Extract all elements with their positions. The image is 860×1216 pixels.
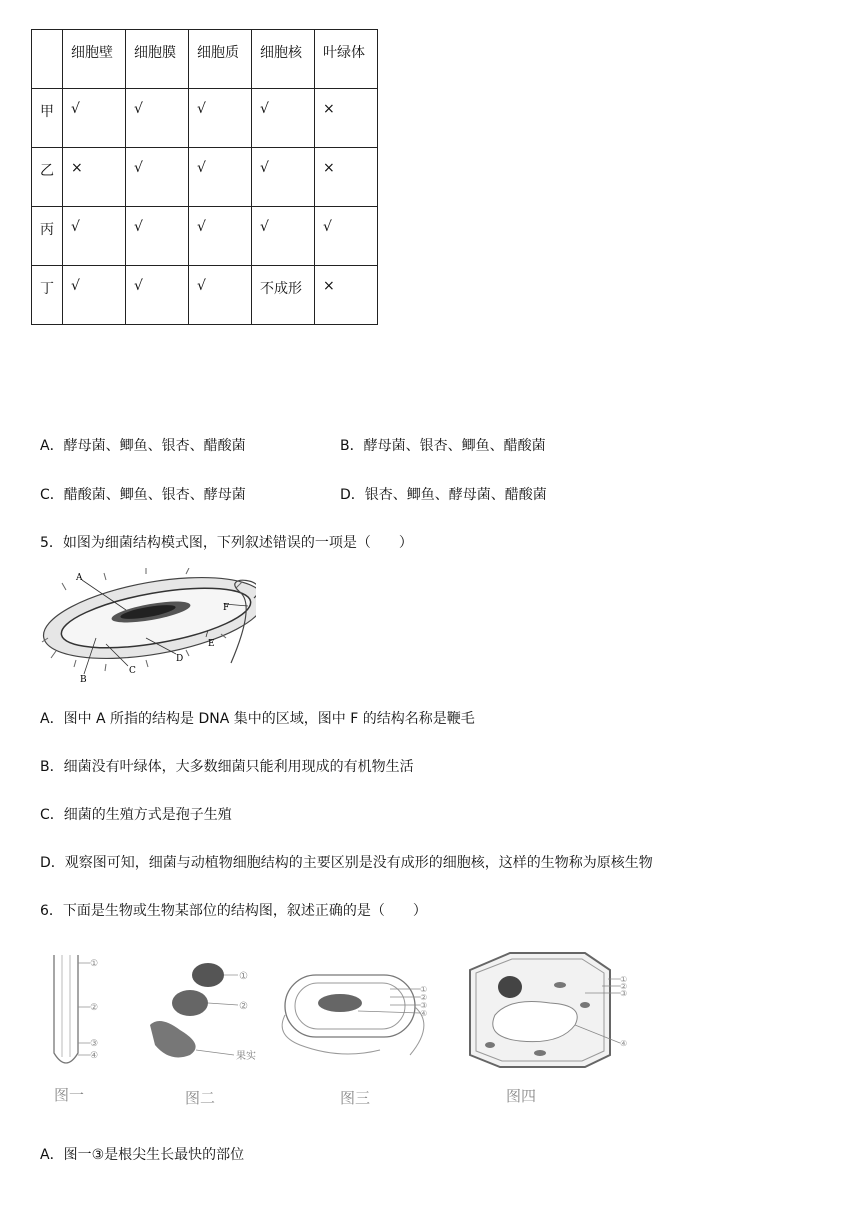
fig4-label-1: ①	[620, 975, 628, 984]
row-label: 乙	[32, 148, 63, 207]
fig1-label-4: ④	[90, 1051, 99, 1061]
q5-option-b: B．细菌没有叶绿体，大多数细菌只能利用现成的有机物生活	[40, 759, 414, 775]
caption-figure-three: 图三	[340, 1089, 371, 1107]
cell-structure-table	[31, 29, 378, 325]
caption-figure-two: 图二	[185, 1089, 216, 1107]
q6-stem: 6．下面是生物或生物某部位的结构图，叙述正确的是（ ）	[40, 903, 427, 919]
table-cell: √	[189, 207, 252, 266]
q4-option-a: A．酵母菌、鲫鱼、银杏、醋酸菌	[40, 438, 246, 454]
table-cell: √	[189, 266, 252, 325]
fig5-label-f: F	[223, 603, 230, 613]
caption-figure-four: 图四	[506, 1087, 537, 1105]
fig5-label-b: B	[80, 675, 87, 685]
figure-three-bacterium	[282, 975, 427, 1055]
table-cell: √	[126, 148, 189, 207]
fig4-label-2: ②	[620, 982, 628, 991]
table-row	[32, 148, 378, 207]
q5-option-d: D．观察图可知，细菌与动植物细胞结构的主要区别是没有成形的细胞核，这样的生物称为原核生物	[40, 855, 653, 871]
table-cell: √	[126, 89, 189, 148]
fig3-label-3: ③	[420, 1001, 428, 1010]
bacterium-figure	[36, 568, 256, 686]
table-cell: √	[63, 266, 126, 325]
table-corner-cell	[32, 30, 63, 89]
q5-stem: 5．如图为细菌结构模式图，下列叙述错误的一项是（ ）	[40, 535, 413, 551]
table-row	[32, 89, 378, 148]
figure-four-plant-cell	[470, 953, 627, 1067]
table-cell: ×	[315, 148, 378, 207]
table-cell: √	[189, 148, 252, 207]
figure-two-seeds	[150, 963, 256, 1062]
fig4-label-3: ③	[620, 989, 628, 998]
q6-figures	[40, 945, 630, 1115]
fig1-label-3: ③	[90, 1039, 99, 1049]
q4-option-b: B．酵母菌、银杏、鲫鱼、醋酸菌	[340, 438, 546, 454]
q4-option-d: D．银杏、鲫鱼、酵母菌、醋酸菌	[340, 487, 547, 503]
table-cell: ×	[315, 89, 378, 148]
table-cell: √	[63, 89, 126, 148]
q5-option-c: C．细菌的生殖方式是孢子生殖	[40, 807, 232, 823]
fig5-label-c: C	[129, 666, 136, 676]
q4-option-c: C．醋酸菌、鲫鱼、银杏、酵母菌	[40, 487, 246, 503]
table-cell: 不成形	[252, 266, 315, 325]
fig3-label-4: ④	[420, 1009, 428, 1018]
table-cell: ×	[315, 266, 378, 325]
table-cell: √	[126, 207, 189, 266]
table-cell: √	[63, 207, 126, 266]
fig2-label-1: ①	[239, 971, 248, 982]
table-cell: ×	[63, 148, 126, 207]
header-nucleus: 细胞核	[252, 30, 315, 89]
table-cell: √	[126, 266, 189, 325]
table-cell: √	[189, 89, 252, 148]
caption-figure-one: 图一	[54, 1086, 85, 1104]
table-cell: √	[315, 207, 378, 266]
fig2-label-fruit: 果实	[236, 1051, 256, 1062]
table-header-row	[32, 30, 378, 89]
header-cell-membrane: 细胞膜	[126, 30, 189, 89]
q6-option-a: A．图一③是根尖生长最快的部位	[40, 1147, 245, 1163]
table-cell: √	[252, 207, 315, 266]
q5-option-a: A．图中 A 所指的结构是 DNA 集中的区域，图中 F 的结构名称是鞭毛	[40, 711, 475, 727]
table-row	[32, 266, 378, 325]
table-cell: √	[252, 148, 315, 207]
fig1-label-1: ①	[90, 959, 99, 969]
fig5-label-e: E	[208, 639, 215, 649]
fig5-label-d: D	[176, 654, 184, 664]
fig2-label-2: ②	[239, 1001, 248, 1012]
fig4-label-4: ④	[620, 1039, 628, 1048]
fig3-label-2: ②	[420, 993, 428, 1002]
header-cytoplasm: 细胞质	[189, 30, 252, 89]
fig1-label-2: ②	[90, 1003, 99, 1013]
figure-one-root-tip	[54, 955, 98, 1063]
table-cell: √	[252, 89, 315, 148]
row-label: 甲	[32, 89, 63, 148]
header-cell-wall: 细胞壁	[63, 30, 126, 89]
fig3-label-1: ①	[420, 985, 428, 994]
header-chloroplast: 叶绿体	[315, 30, 378, 89]
table-row	[32, 207, 378, 266]
fig5-label-a: A	[76, 573, 83, 583]
row-label: 丁	[32, 266, 63, 325]
row-label: 丙	[32, 207, 63, 266]
